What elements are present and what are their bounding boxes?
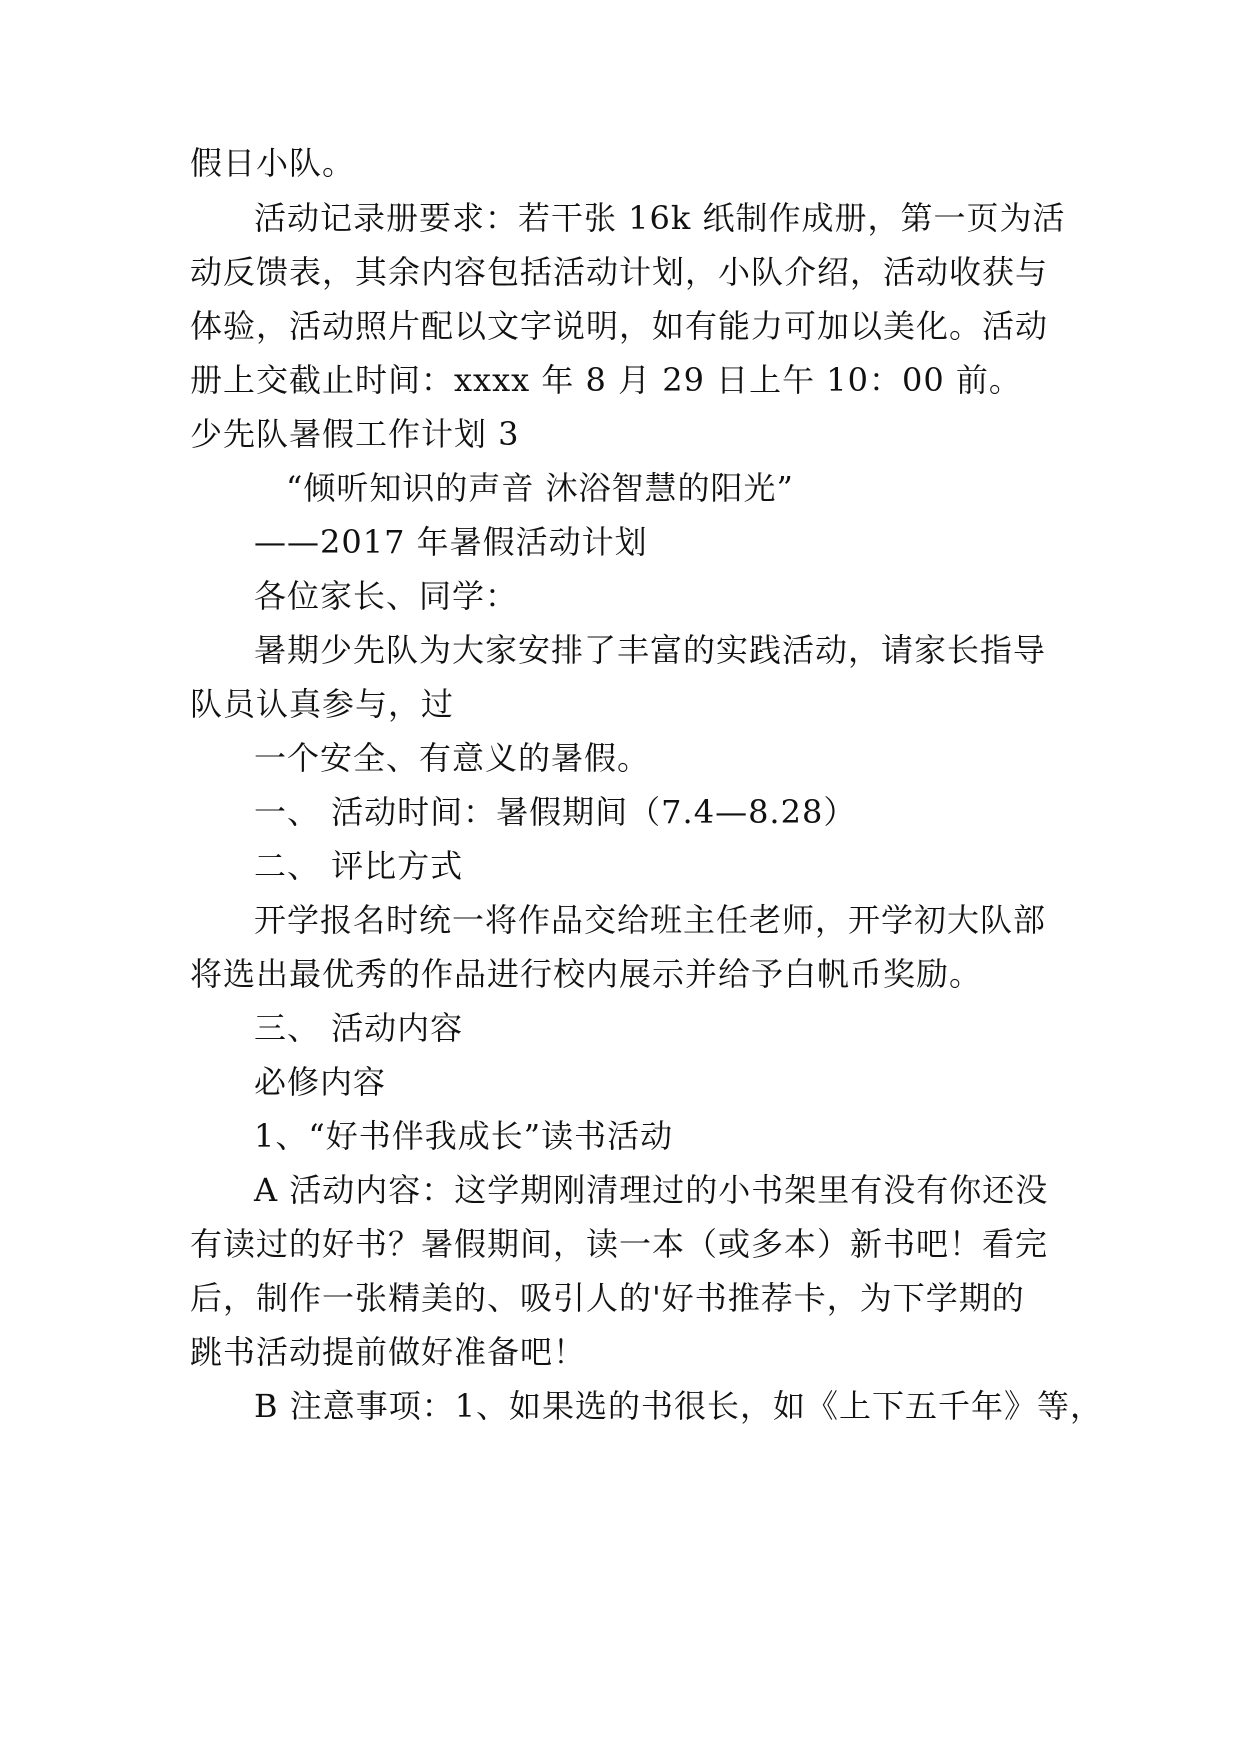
text-line: 队员认真参与，过 (190, 685, 455, 723)
subheading: 必修内容 (254, 1063, 387, 1101)
text-line: 有读过的好书？暑假期间，读一本（或多本）新书吧！看完 (190, 1225, 1049, 1263)
text-line: 假日小队。 (190, 144, 356, 182)
plan-subtitle: ——2017 年暑假活动计划 (254, 523, 648, 561)
text-line: 开学报名时统一将作品交给班主任老师，开学初大队部 (254, 901, 1047, 939)
text-line: 一个安全、有意义的暑假。 (254, 739, 651, 777)
text-line: 体验，活动照片配以文字说明，如有能力可加以美化。活动 (190, 307, 1049, 345)
text-line: 活动记录册要求：若干张 16k 纸制作成册，第一页为活 (254, 199, 1066, 237)
text-line: 跳书活动提前做好准备吧！ (190, 1333, 587, 1371)
item-heading: 一、 活动时间：暑假期间（7.4—8.28） (254, 793, 857, 831)
salutation: 各位家长、同学： (254, 577, 519, 615)
text-line: B 注意事项：1、如果选的书很长，如《上下五千年》等， (254, 1387, 1104, 1425)
text-line: A 活动内容：这学期刚清理过的小书架里有没有你还没 (254, 1171, 1049, 1209)
text-line: 册上交截止时间：xxxx 年 8 月 29 日上午 10：00 前。 (190, 361, 1022, 399)
text-line: 动反馈表，其余内容包括活动计划，小队介绍，活动收获与 (190, 253, 1049, 291)
text-line: 后，制作一张精美的、吸引人的'好书推荐卡，为下学期的 (190, 1279, 1025, 1317)
text-line: 将选出最优秀的作品进行校内展示并给予白帆币奖励。 (190, 955, 983, 993)
item-heading: 二、 评比方式 (254, 847, 464, 885)
item-heading: 三、 活动内容 (254, 1009, 464, 1047)
section-heading: 少先队暑假工作计划 3 (190, 415, 520, 453)
text-line: 暑期少先队为大家安排了丰富的实践活动，请家长指导 (254, 631, 1047, 669)
activity-heading: 1、“好书伴我成长”读书活动 (254, 1117, 674, 1155)
plan-title: “倾听知识的声音 沐浴智慧的阳光” (286, 469, 794, 507)
